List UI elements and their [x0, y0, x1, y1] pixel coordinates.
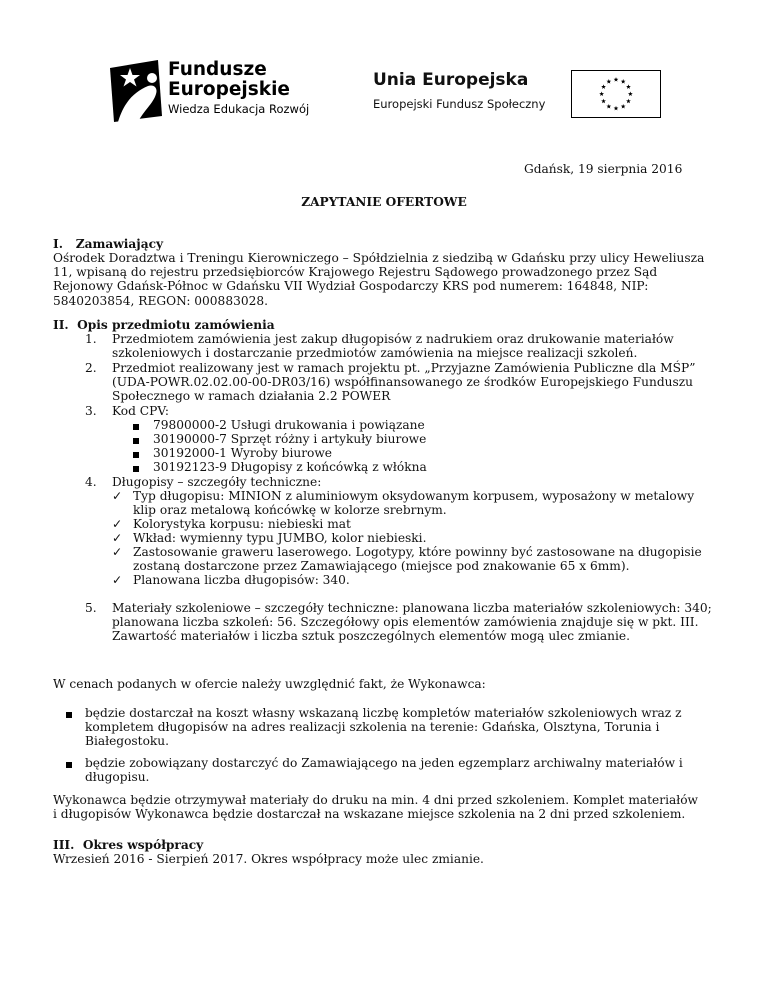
section-1-number: I.	[53, 237, 63, 251]
text-line: Przedmiotem zamówienia jest zakup długopisów z nadrukiem oraz drukowanie materiałów	[112, 332, 674, 346]
eu-star-icon	[626, 84, 631, 89]
eu-star-icon	[614, 106, 619, 111]
list-item	[112, 332, 712, 360]
text-line: (UDA-POWR.02.02.00-00-DR03/16) współfinansowanego ze środków Europejskiego Funduszu	[112, 375, 693, 390]
pen-spec: Kolorystyka korpusu: niebieski mat	[133, 517, 351, 531]
section-2-number: II.	[53, 318, 69, 332]
section-2-heading	[53, 318, 723, 332]
text-line: długopisu.	[85, 770, 150, 785]
text-line: Wykonawca będzie otrzymywał materiały do druku na min. 4 dni przed szkoleniem. Komplet materiałów	[53, 793, 698, 807]
text-line: 11, wpisaną do rejestru przedsiębiorców Krajowego Rejestru Sądowego prowadzonego przez Sąd	[53, 265, 658, 280]
text-line: Przedmiot realizowany jest w ramach projektu pt. „Przyjazne Zamówienia Publiczne dla MŚP”	[112, 361, 696, 375]
section-2-title: Opis przedmiotu zamówienia	[77, 318, 275, 332]
text-line: i długopisów Wykonawca będzie dostarczał na wskazane miejsce szkolenia na 2 dni przed szkoleniem.	[53, 807, 686, 822]
eu-star-icon	[599, 92, 604, 97]
fe-logo-line3: Wiedza Edukacja Rozwój	[168, 102, 310, 116]
prices-bullet	[85, 756, 715, 784]
checkmark-icon: ✓	[112, 489, 123, 503]
text-line: Rejonowy Gdańsk-Północ w Gdańsku VII Wydział Gospodarczy KRS pod numerem: 164848, NIP:	[53, 279, 649, 294]
text-line: kompletem długopisów na adres realizacji szkolenia na terenie: Gdańska, Olsztyna, Torunia i	[85, 720, 660, 735]
document-date: Gdańsk, 19 sierpnia 2016	[524, 162, 683, 176]
list-number: 1.	[85, 332, 97, 346]
bullet-square-icon	[133, 461, 139, 475]
fe-logo-line2: Europejskie	[168, 79, 290, 100]
text-line: szkoleniowych i dostarczanie przedmiotów zamówienia na miejsce realizacji szkoleń.	[112, 346, 638, 361]
checkmark-icon: ✓	[112, 545, 123, 559]
text-line: będzie zobowiązany dostarczyć do Zamawiającego na jeden egzemplarz archiwalny materiałów i	[85, 756, 683, 770]
checkmark-icon: ✓	[112, 573, 123, 587]
fundusze-europejskie-logo	[108, 58, 338, 128]
text-line: planowana liczba szkoleń: 56. Szczegółowy opis elementów zamówienia znajduje się w pkt. III.	[112, 615, 699, 630]
section-1-body	[53, 251, 723, 308]
eu-star-icon	[628, 92, 633, 97]
bullet-square-icon	[66, 757, 72, 771]
checkmark-icon: ✓	[112, 531, 123, 545]
list-item	[112, 601, 712, 644]
section-1-heading	[53, 237, 723, 251]
cpv-label: Kod CPV:	[112, 404, 169, 418]
section-1-title: Zamawiający	[75, 237, 164, 251]
delivery-note	[53, 793, 723, 821]
text-line: 5840203854, REGON: 000883028.	[53, 293, 268, 308]
list-number: 2.	[85, 361, 97, 375]
eu-star-icon	[626, 99, 631, 104]
text-line: będzie dostarczał na koszt własny wskazaną liczbę kompletów materiałów szkoleniowych wraz z	[85, 706, 682, 720]
eu-star-icon	[606, 104, 611, 109]
eu-star-icon	[606, 79, 611, 84]
unia-europejska-logo	[373, 70, 663, 130]
list-number: 3.	[85, 404, 97, 418]
pen-spec: Wkład: wymienny typu JUMBO, kolor niebieski.	[133, 531, 427, 545]
list-number: 5.	[85, 601, 97, 615]
list-number: 4.	[85, 475, 97, 489]
bullet-square-icon	[133, 419, 139, 433]
section-3-heading	[53, 838, 723, 852]
pen-spec	[133, 545, 713, 573]
prices-bullet	[85, 706, 715, 749]
text-line: Zastosowanie graweru laserowego. Logotypy, które powinny być zastosowane na długopisie	[133, 545, 702, 559]
eu-flag-icon	[571, 70, 661, 118]
ue-logo-subtitle: Europejski Fundusz Społeczny	[373, 97, 546, 111]
text-line: klip oraz metalową końcówkę w kolorze srebrnym.	[133, 503, 447, 518]
eu-star-icon	[614, 77, 619, 82]
text-line: Typ długopisu: MINION z aluminiowym oksydowanym korpusem, wyposażony w metalowy	[133, 489, 695, 503]
eu-star-icon	[621, 104, 626, 109]
cpv-code: 30192123-9 Długopisy z końcówką z włókna	[153, 460, 427, 474]
section-3-body: Wrzesień 2016 - Sierpień 2017. Okres współpracy może ulec zmianie.	[53, 852, 484, 866]
eu-star-icon	[601, 84, 606, 89]
section-3-number: III.	[53, 838, 75, 852]
text-line: Społecznego w ramach działania 2.2 POWER	[112, 389, 391, 404]
fe-logo-line1: Fundusze	[168, 59, 267, 80]
text-line: Białegostoku.	[85, 734, 170, 749]
bullet-square-icon	[133, 447, 139, 461]
bullet-square-icon	[133, 433, 139, 447]
cpv-code: 79800000-2 Usługi drukowania i powiązane	[153, 418, 425, 432]
bullet-square-icon	[66, 707, 72, 721]
ue-logo-title: Unia Europejska	[373, 70, 529, 90]
pen-spec	[133, 489, 713, 517]
text-line: zostaną dostarczone przez Zamawiającego (miejsce pod znakowanie 65 x 6mm).	[133, 559, 630, 574]
text-line: Materiały szkoleniowe – szczegóły techniczne: planowana liczba materiałów szkoleniowych: 340;	[112, 601, 712, 615]
section-3-title: Okres współpracy	[82, 838, 204, 852]
cpv-code: 30190000-7 Sprzęt różny i artykuły biurowe	[153, 432, 427, 446]
text-line: Ośrodek Doradztwa i Treningu Kierowniczego – Spółdzielnia z siedzibą w Gdańsku przy ulicy Heweliusza	[53, 251, 705, 265]
prices-intro: W cenach podanych w ofercie należy uwzględnić fakt, że Wykonawca:	[53, 677, 486, 691]
fe-emblem-icon	[108, 58, 164, 124]
eu-star-icon	[601, 99, 606, 104]
pens-label: Długopisy – szczegóły techniczne:	[112, 475, 322, 489]
pen-spec: Planowana liczba długopisów: 340.	[133, 573, 350, 587]
list-item	[112, 361, 712, 404]
cpv-code: 30192000-1 Wyroby biurowe	[153, 446, 333, 460]
eu-star-icon	[621, 79, 626, 84]
document-title: ZAPYTANIE OFERTOWE	[301, 195, 467, 209]
text-line: Zawartość materiałów i liczba sztuk poszczególnych elementów mogą ulec zmianie.	[112, 629, 630, 644]
checkmark-icon: ✓	[112, 517, 123, 531]
